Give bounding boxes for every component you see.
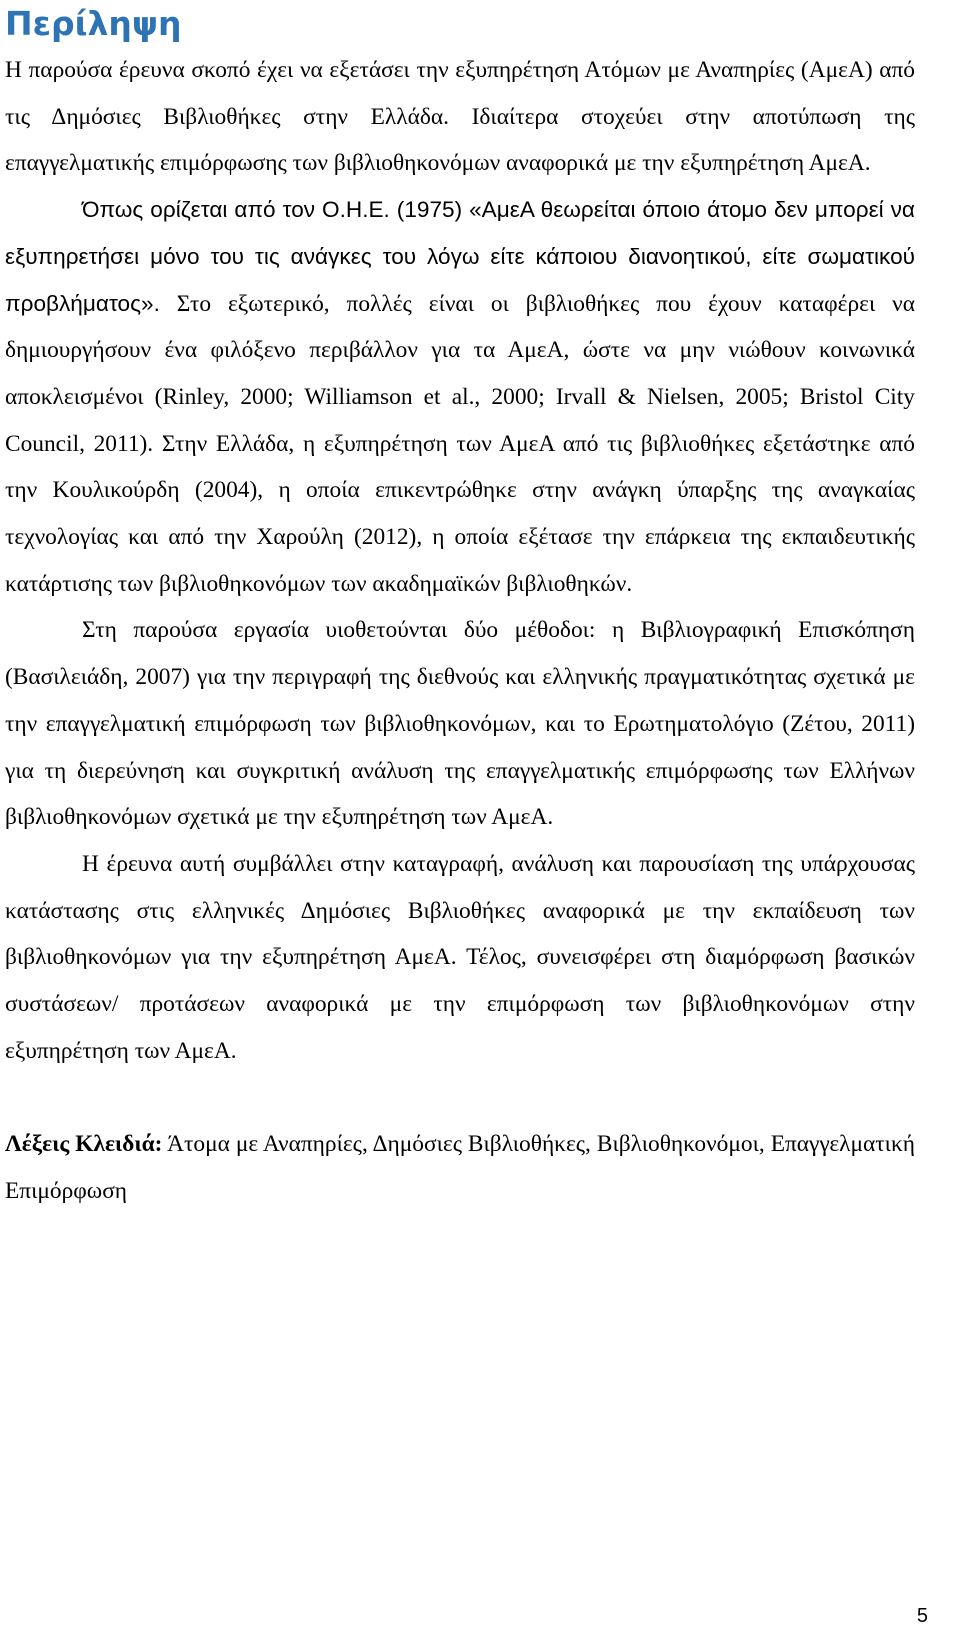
definition-continuation: Στο εξωτερικό, πολλές είναι οι βιβλιοθήκες που έχουν καταφέρει να δημιουργήσουν ένα φιλόξενο περιβάλλον για τα ΑμεΑ, ώστε να μην νιώθουν κοινωνικά αποκλεισμένοι (Rinley, 2000; Williamson et al., 2000; Irvall & Nielsen, 2005; Bristol City Council, 2011). Στην Ελλάδα, η εξυπηρέτηση των ΑμεΑ από τις βιβλιοθήκες εξετάστηκε από την Κουλικούρδη (2004), η οποία επικεντρώθηκε στην ανάγκη ύπαρξης της αναγκαίας τεχνολογίας και από την Χαρούλη (2012), η οποία εξέτασε την επάρκεια της εκπαιδευτικής κατάρτισης των βιβλιοθηκονόμων των ακαδημαϊκών βιβλιοθηκών.: [5, 290, 915, 597]
keywords-line: [5, 1121, 915, 1214]
page-content: [5, 0, 915, 1215]
section-heading: Περίληψη: [5, 4, 182, 43]
paragraph-methods: Στη παρούσα εργασία υιοθετούνται δύο μέθοδοι: η Βιβλιογραφική Επισκόπηση (Βασιλειάδη, 2007) για την περιγραφή της διεθνούς και ελληνικής πραγματικότητας σχετικά με την επαγγελματική επιμόρφωση των βιβλιοθηκονόμων, και το Ερωτηματολόγιο (Ζέτου, 2011) για τη διερεύνηση και συγκριτική ανάλυση της επαγγελματικής επιμόρφωσης των Ελλήνων βιβλιοθηκονόμων σχετικά με την εξυπηρέτηση των ΑμεΑ.: [5, 617, 915, 831]
keywords-label: Λέξεις Κλειδιά:: [5, 1131, 163, 1158]
definition-quote: Όπως ορίζεται από τον Ο.Η.Ε. (1975) «ΑμεΑ θεωρείται όποιο άτομο δεν μπορεί να εξυπηρετήσει μόνο του τις ανάγκες του λόγω είτε κάποιου διανοητικού, είτε σωματικού προβλήματος».: [5, 197, 915, 316]
page-number: 5: [916, 1605, 928, 1627]
paragraph-intro: Η παρούσα έρευνα σκοπό έχει να εξετάσει την εξυπηρέτηση Ατόμων με Αναπηρίες (ΑμεΑ) από τις Δημόσιες Βιβλιοθήκες στην Ελλάδα. Ιδιαίτερα στοχεύει στην αποτύπωση της επαγγελματικής επιμόρφωσης των βιβλιοθηκονόμων αναφορικά με την εξυπηρέτηση ΑμεΑ.: [5, 57, 915, 177]
paragraph-contribution: Η έρευνα αυτή συμβάλλει στην καταγραφή, ανάλυση και παρουσίαση της υπάρχουσας κατάστασης στις ελληνικές Δημόσιες Βιβλιοθήκες αναφορικά με την εκπαίδευση των βιβλιοθηκονόμων για την εξυπηρέτηση ΑμεΑ. Τέλος, συνεισφέρει στη διαμόρφωση βασικών συστάσεων/ προτάσεων αναφορικά με την επιμόρφωση των βιβλιοθηκονόμων στην εξυπηρέτηση των ΑμεΑ.: [5, 850, 915, 1064]
paragraph-definition: [5, 187, 915, 607]
keywords-values: Άτομα με Αναπηρίες, Δημόσιες Βιβλιοθήκες, Βιβλιοθηκονόμοι, Επαγγελματική Επιμόρφωση: [5, 1131, 915, 1205]
